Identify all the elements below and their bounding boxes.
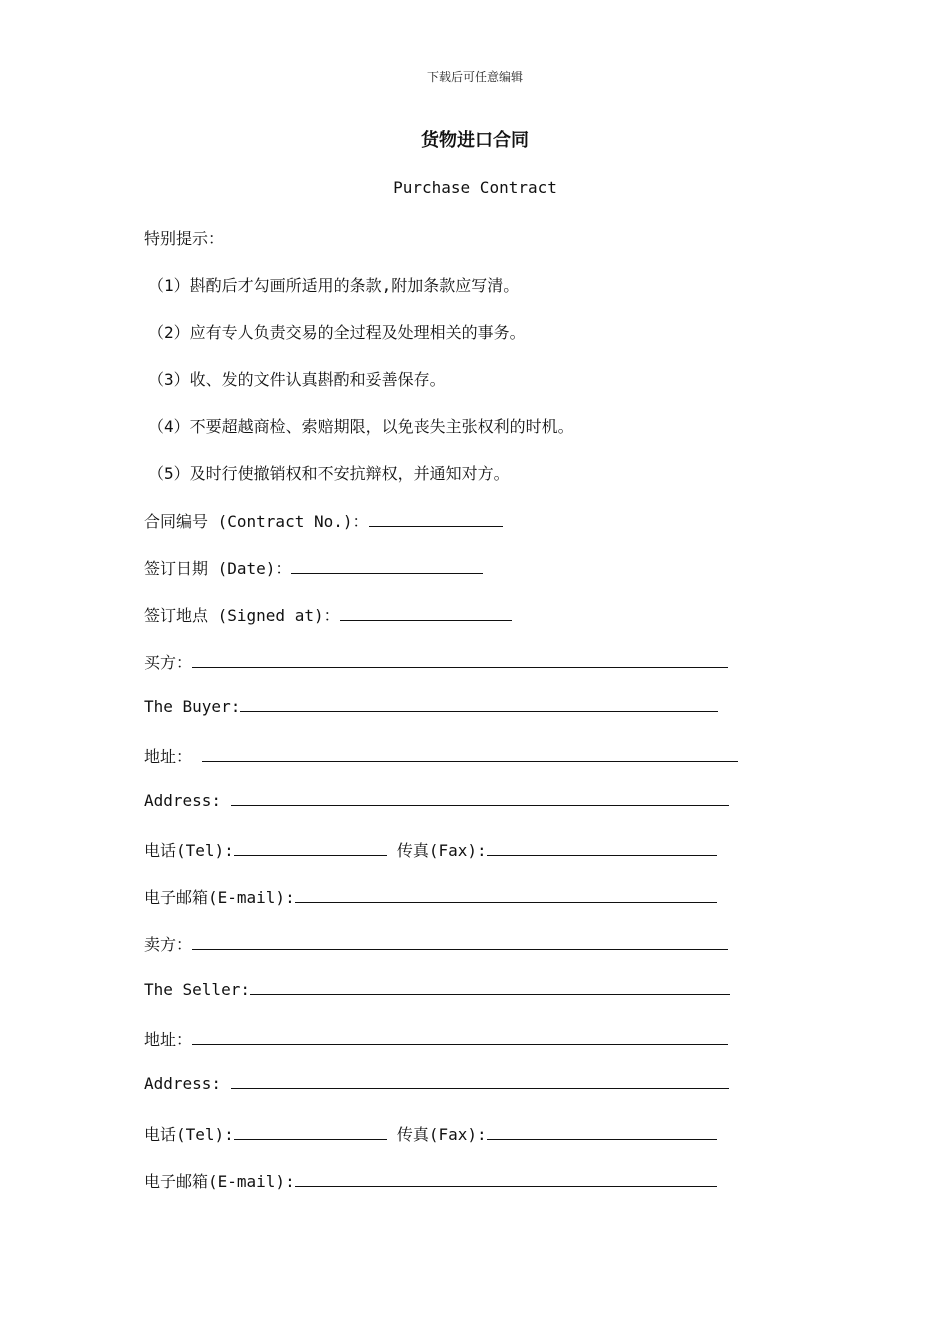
buyer-email-label: 电子邮箱(E-mail):	[144, 888, 295, 907]
seller-tel-blank[interactable]	[234, 1125, 387, 1140]
seller-blank[interactable]	[192, 935, 728, 950]
seller-email-label: 电子邮箱(E-mail):	[144, 1172, 295, 1191]
notice-item-4: （4）不要超越商检、索赔期限，以免丧失主张权利的时机。	[148, 417, 574, 436]
seller-email-blank[interactable]	[295, 1172, 717, 1187]
notice-heading: 特别提示：	[144, 229, 225, 248]
date-row	[144, 556, 483, 579]
page-header: 下载后可任意编辑	[426, 70, 523, 84]
buyer-email-row	[144, 885, 717, 908]
buyer-blank[interactable]	[192, 653, 728, 668]
buyer-row	[144, 650, 728, 673]
buyer-fax-label: 传真(Fax):	[396, 841, 487, 860]
date-blank[interactable]	[291, 559, 483, 574]
buyer-address-blank[interactable]	[202, 747, 738, 762]
seller-en-row	[144, 980, 730, 999]
seller-address-en-label: Address:	[144, 1074, 222, 1093]
seller-en-blank[interactable]	[250, 980, 730, 995]
buyer-address-row	[144, 744, 738, 767]
buyer-tel-label: 电话(Tel):	[144, 841, 234, 860]
seller-fax-blank[interactable]	[487, 1125, 717, 1140]
signed-at-label: 签订地点 (Signed at)：	[144, 606, 340, 625]
seller-contact-row	[144, 1122, 717, 1145]
seller-label: 卖方：	[144, 935, 193, 954]
notice-item-2: （2）应有专人负责交易的全过程及处理相关的事务。	[148, 323, 526, 342]
seller-fax-label: 传真(Fax):	[396, 1125, 487, 1144]
buyer-en-row	[144, 697, 718, 716]
date-label: 签订日期 (Date)：	[144, 559, 292, 578]
buyer-email-blank[interactable]	[295, 888, 717, 903]
buyer-contact-row	[144, 838, 717, 861]
buyer-fax-blank[interactable]	[487, 841, 717, 856]
buyer-address-en-label: Address:	[144, 791, 222, 810]
seller-address-en-blank[interactable]	[231, 1074, 729, 1089]
notice-item-3: （3）收、发的文件认真斟酌和妥善保存。	[148, 370, 446, 389]
notice-item-1: （1）斟酌后才勾画所适用的条款,附加条款应写清。	[148, 276, 520, 295]
seller-address-row	[144, 1027, 728, 1050]
seller-tel-label: 电话(Tel):	[144, 1125, 234, 1144]
buyer-address-en-blank[interactable]	[231, 791, 729, 806]
seller-email-row	[144, 1169, 717, 1192]
buyer-label: 买方：	[144, 653, 193, 672]
seller-address-blank[interactable]	[192, 1030, 728, 1045]
contract-no-label: 合同编号 (Contract No.)：	[144, 512, 369, 531]
buyer-en-blank[interactable]	[240, 697, 718, 712]
seller-address-en-row	[144, 1074, 729, 1093]
buyer-address-en-row	[144, 791, 729, 810]
seller-address-label: 地址：	[144, 1030, 193, 1049]
document-subtitle: Purchase Contract	[393, 178, 557, 197]
contract-no-blank[interactable]	[369, 512, 503, 527]
buyer-en-label: The Buyer:	[144, 697, 241, 716]
signed-at-blank[interactable]	[340, 606, 512, 621]
document-title: 货物进口合同	[421, 130, 529, 151]
buyer-tel-blank[interactable]	[234, 841, 387, 856]
seller-row	[144, 932, 728, 955]
seller-en-label: The Seller:	[144, 980, 250, 999]
signed-at-row	[144, 603, 512, 626]
buyer-address-label: 地址：	[144, 747, 193, 766]
contract-no-row	[144, 509, 503, 532]
notice-item-5: （5）及时行使撤销权和不安抗辩权，并通知对方。	[148, 464, 510, 483]
